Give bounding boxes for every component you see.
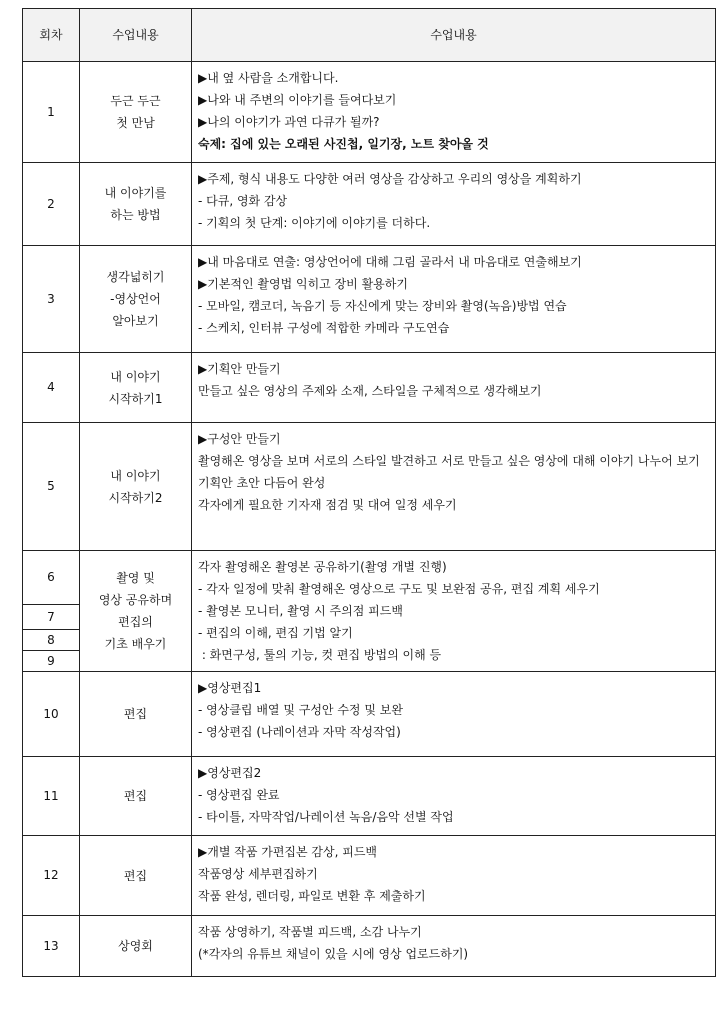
content-line: - 모바일, 캠코더, 녹음기 등 자신에게 맞는 장비와 촬영(녹음)방법 연습 [198,299,567,313]
content-line: ▶나와 내 주변의 이야기를 들여다보기 [198,93,397,107]
session-content [192,62,716,163]
header-content: 수업내용 [192,9,716,62]
title-line: 기초 배우기 [104,637,167,651]
content-line: ▶영상편집2 [198,766,262,780]
session-number: 3 [23,246,80,353]
content-line: ▶내 옆 사람을 소개합니다. [198,71,339,85]
title-line: 촬영 및 [116,571,155,585]
session-title [80,916,192,977]
session-title [80,836,192,916]
title-line: 영상 공유하며 [98,593,173,607]
content-line: ▶기획안 만들기 [198,362,281,376]
title-line: 생각넓히기 [106,270,165,284]
session-number: 6 [23,551,80,605]
content-line: 각자 촬영해온 촬영본 공유하기(촬영 개별 진행) [198,560,447,574]
content-line: 만들고 싶은 영상의 주제와 소재, 스타일을 구체적으로 생각해보기 [198,384,542,398]
title-line: 시작하기2 [108,490,163,505]
session-title [80,672,192,757]
content-line: ▶구성안 만들기 [198,432,281,446]
header-session: 회차 [23,9,80,62]
session-title [80,246,192,353]
content-line: 각자에게 필요한 기자재 점검 및 대여 일정 세우기 [198,498,457,512]
table-row [23,551,716,605]
table-row [23,836,716,916]
content-line: 숙제: 집에 있는 오래된 사진첩, 일기장, 노트 찾아올 것 [198,137,489,151]
session-content [192,916,716,977]
content-line: - 기획의 첫 단계: 이야기에 이야기를 더하다. [198,216,431,230]
session-title [80,62,192,163]
content-line: ▶개별 작품 가편집본 감상, 피드백 [198,845,377,859]
session-number: 11 [23,757,80,836]
title-line: 첫 만남 [116,116,155,130]
content-line: ▶기본적인 촬영법 익히고 장비 활용하기 [198,277,408,291]
content-line: - 각자 일정에 맞춰 촬영해온 영상으로 구도 및 보완점 공유, 편집 계획 세우기 [198,582,600,596]
session-title [80,551,192,672]
session-title [80,163,192,246]
title-line: 편집 [123,868,148,883]
content-line: - 다큐, 영화 감상 [198,194,288,208]
session-title [80,353,192,423]
session-number: 12 [23,836,80,916]
content-line: 기획안 초안 다듬어 완성 [198,476,326,490]
title-line: 두근 두근 [110,94,161,108]
session-number: 4 [23,353,80,423]
title-line: 내 이야기 [110,369,161,384]
content-line: - 촬영본 모니터, 촬영 시 주의점 피드백 [198,604,403,618]
content-line: - 스케치, 인터뷰 구성에 적합한 카메라 구도연습 [198,321,450,335]
table-row [23,423,716,551]
table-row [23,163,716,246]
content-line: - 영상클립 배열 및 구성안 수정 및 보완 [198,703,403,717]
table-row [23,916,716,977]
content-line: - 영상편집 (나레이션과 자막 작성작업) [198,725,401,739]
session-content [192,672,716,757]
table-row [23,672,716,757]
table-header-row [23,9,716,62]
content-line: ▶영상편집1 [198,681,262,695]
title-line: 편집의 [118,615,153,629]
session-content [192,163,716,246]
content-line: 작품 상영하기, 작품별 피드백, 소감 나누기 [198,925,422,939]
table-row [23,246,716,353]
content-line: - 편집의 이해, 편집 기법 알기 [198,626,353,640]
session-content [192,551,716,672]
title-line: 알아보기 [112,314,159,328]
session-number: 9 [23,651,80,672]
session-title [80,757,192,836]
curriculum-table [22,8,716,977]
content-line: (*각자의 유튜브 채널이 있을 시에 영상 업로드하기) [198,947,469,961]
title-line: -영상언어 [110,292,161,306]
session-content [192,836,716,916]
content-line: 촬영해온 영상을 보며 서로의 스타일 발견하고 서로 만들고 싶은 영상에 대해 이야기 나누어 보기 [198,454,700,468]
session-content [192,757,716,836]
session-number: 2 [23,163,80,246]
title-line: 편집 [123,789,148,803]
table-row [23,62,716,163]
session-title [80,423,192,551]
session-number: 7 [23,605,80,630]
title-line: 하는 방법 [110,208,161,222]
header-topic: 수업내용 [80,9,192,62]
content-line: 작품 완성, 렌더링, 파일로 변환 후 제출하기 [198,889,426,903]
table-row [23,353,716,423]
session-number: 5 [23,423,80,551]
content-line: ▶내 마음대로 연출: 영상언어에 대해 그림 골라서 내 마음대로 연출해보기 [198,255,582,269]
content-line: : 화면구성, 툴의 기능, 컷 편집 방법의 이해 등 [198,648,442,662]
content-line: 작품영상 세부편집하기 [198,867,318,881]
title-line: 편집 [123,707,148,721]
title-line: 내 이야기를 [104,186,167,200]
content-line: - 타이틀, 자막작업/나레이션 녹음/음악 선별 작업 [198,810,454,824]
table-row [23,757,716,836]
title-line: 상영회 [118,939,153,953]
session-number: 8 [23,629,80,651]
content-line: ▶주제, 형식 내용도 다양한 여러 영상을 감상하고 우리의 영상을 계획하기 [198,172,582,186]
title-line: 시작하기1 [108,391,163,406]
session-number: 13 [23,916,80,977]
session-number: 1 [23,62,80,163]
session-number: 10 [23,672,80,757]
title-line: 내 이야기 [110,468,161,483]
session-content [192,246,716,353]
content-line: - 영상편집 완료 [198,788,280,802]
session-content [192,423,716,551]
session-content [192,353,716,423]
content-line: ▶나의 이야기가 과연 다큐가 될까? [198,115,380,129]
